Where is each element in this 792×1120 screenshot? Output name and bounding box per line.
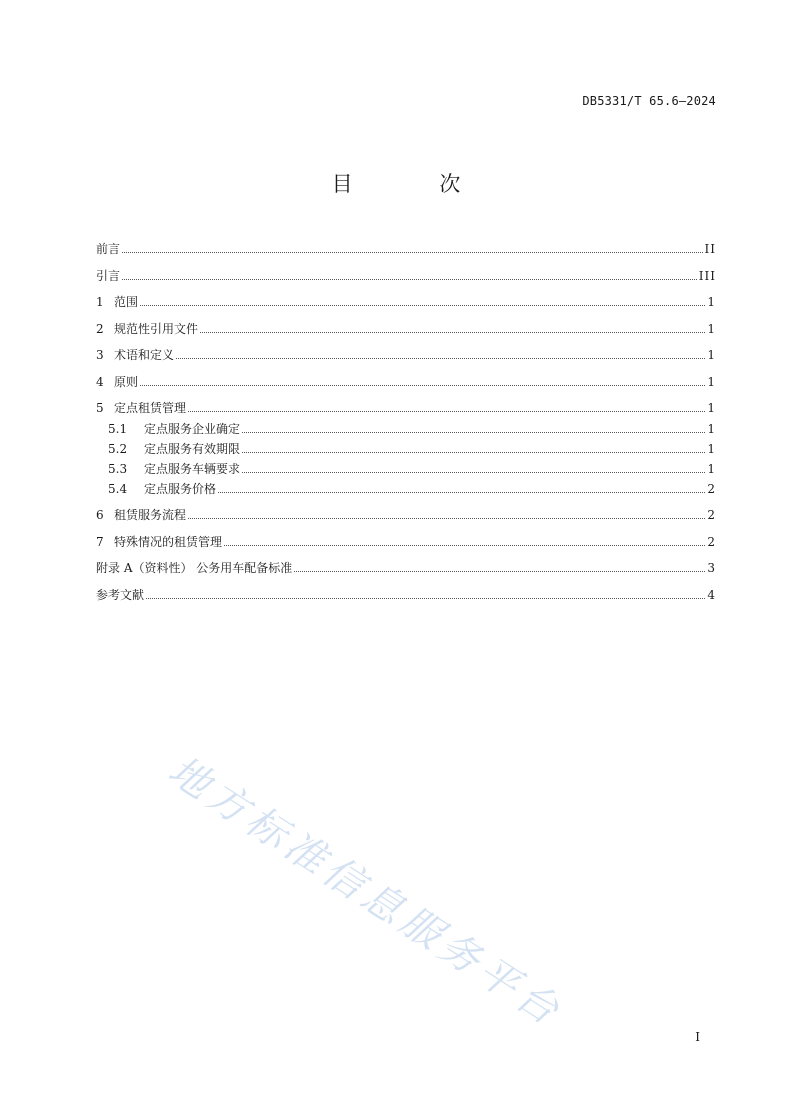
toc-entry-page: 2 bbox=[707, 508, 716, 522]
toc-entry-label: 附录 A（资料性） 公务用车配备标准 bbox=[96, 561, 293, 575]
toc-leader-dots bbox=[224, 545, 705, 546]
toc-leader-dots bbox=[122, 252, 703, 253]
toc-entry-label: 定点服务有效期限 bbox=[144, 442, 241, 456]
toc-entry-page: 1 bbox=[707, 322, 716, 336]
toc-entry[interactable] bbox=[96, 373, 716, 391]
toc-entry-page: 2 bbox=[707, 535, 716, 549]
toc-entry[interactable] bbox=[96, 586, 716, 604]
toc-entry[interactable] bbox=[96, 559, 716, 577]
toc-entry[interactable] bbox=[96, 320, 716, 338]
toc-entry-number: 5.4 bbox=[108, 482, 128, 496]
toc-entry-number: 5.2 bbox=[108, 442, 128, 456]
toc-entry-page: II bbox=[704, 242, 716, 256]
page-number: I bbox=[695, 1030, 700, 1044]
toc-leader-dots bbox=[242, 432, 705, 433]
toc-entry-page: 1 bbox=[707, 295, 716, 309]
toc-entry[interactable] bbox=[96, 267, 716, 285]
toc-leader-dots bbox=[122, 279, 697, 280]
toc-leader-dots bbox=[218, 492, 705, 493]
toc-leader-dots bbox=[140, 385, 705, 386]
toc-title: 目 次 bbox=[331, 172, 501, 196]
toc-entry-label: 定点服务价格 bbox=[144, 482, 217, 496]
toc-entry-label: 定点服务企业确定 bbox=[144, 422, 241, 436]
toc-leader-dots bbox=[242, 472, 705, 473]
toc-entry-number: 4 bbox=[96, 375, 104, 389]
toc-entry-number: 1 bbox=[96, 295, 104, 309]
toc-entry-number: 5.3 bbox=[108, 462, 128, 476]
toc-entry-label: 规范性引用文件 bbox=[114, 322, 199, 336]
toc-subentry[interactable] bbox=[108, 480, 716, 498]
toc-entry-number: 6 bbox=[96, 508, 104, 522]
toc-entry-page: 3 bbox=[707, 561, 716, 575]
toc-entry-label: 前言 bbox=[96, 242, 121, 256]
toc-entry-label: 特殊情况的租赁管理 bbox=[114, 535, 223, 549]
toc-entry-label: 术语和定义 bbox=[114, 348, 175, 362]
toc-entry-number: 2 bbox=[96, 322, 104, 336]
watermark: 地方标准信息服务平台 bbox=[160, 747, 571, 1037]
toc-subentry[interactable] bbox=[108, 420, 716, 438]
toc-entry[interactable] bbox=[96, 293, 716, 311]
toc-entry-label: 引言 bbox=[96, 269, 121, 283]
toc-entry-page: 1 bbox=[707, 348, 716, 362]
toc-entry-number: 3 bbox=[96, 348, 104, 362]
toc-entry[interactable] bbox=[96, 346, 716, 364]
toc-entry-number: 5 bbox=[96, 401, 104, 415]
toc-entry[interactable] bbox=[96, 533, 716, 551]
toc-leader-dots bbox=[294, 571, 705, 572]
toc-entry-page: 1 bbox=[707, 422, 716, 436]
toc-entry[interactable] bbox=[96, 240, 716, 258]
toc-entry-label: 范围 bbox=[114, 295, 139, 309]
toc-leader-dots bbox=[146, 598, 705, 599]
toc-entry-label: 定点服务车辆要求 bbox=[144, 462, 241, 476]
toc-entry-number: 5.1 bbox=[108, 422, 128, 436]
toc-leader-dots bbox=[176, 358, 705, 359]
toc-entry-page: 1 bbox=[707, 375, 716, 389]
toc-entry-label: 参考文献 bbox=[96, 588, 145, 602]
toc-leader-dots bbox=[200, 332, 705, 333]
toc-entry-page: 1 bbox=[707, 462, 716, 476]
document-code: DB5331/T 65.6—2024 bbox=[582, 94, 716, 108]
toc-entry-page: 1 bbox=[707, 401, 716, 415]
toc-entry[interactable] bbox=[96, 399, 716, 417]
toc-entry[interactable] bbox=[96, 506, 716, 524]
toc-entry-page: III bbox=[698, 269, 716, 283]
toc-entry-page: 4 bbox=[707, 588, 716, 602]
toc-entry-label: 租赁服务流程 bbox=[114, 508, 187, 522]
toc-subentry[interactable] bbox=[108, 440, 716, 458]
toc-leader-dots bbox=[140, 305, 705, 306]
toc-leader-dots bbox=[188, 411, 705, 412]
toc-leader-dots bbox=[242, 452, 705, 453]
toc-entry-number: 7 bbox=[96, 535, 104, 549]
toc-entry-label: 原则 bbox=[114, 375, 139, 389]
toc-subentry[interactable] bbox=[108, 460, 716, 478]
toc-entry-page: 1 bbox=[707, 442, 716, 456]
toc-leader-dots bbox=[188, 518, 705, 519]
toc-entry-label: 定点租赁管理 bbox=[114, 401, 187, 415]
toc-entry-page: 2 bbox=[707, 482, 716, 496]
